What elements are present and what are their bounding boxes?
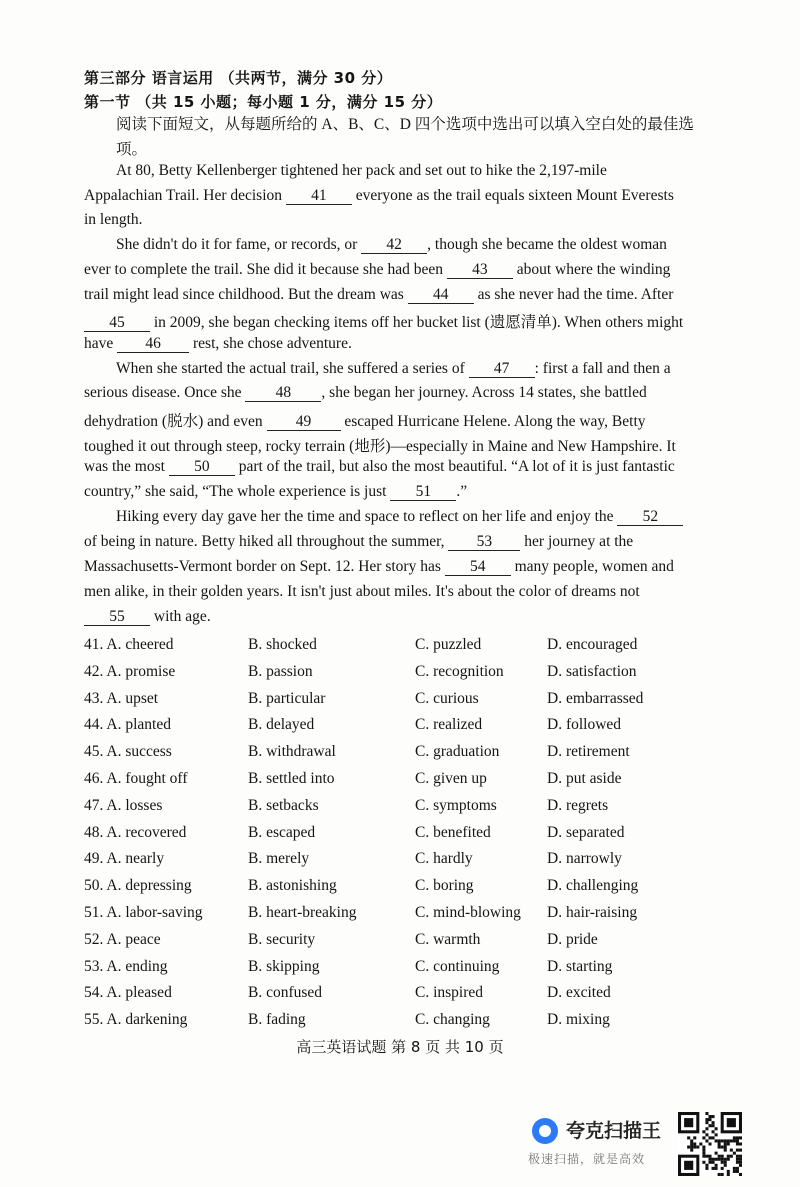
option-row bbox=[84, 824, 724, 851]
option-b[interactable]: B. security bbox=[248, 930, 316, 948]
option-row bbox=[84, 797, 724, 824]
option-b[interactable]: B. settled into bbox=[248, 769, 335, 787]
option-c[interactable]: C. symptoms bbox=[415, 796, 497, 814]
blank-44[interactable]: 44 bbox=[408, 287, 474, 304]
option-a[interactable]: 50. A. depressing bbox=[84, 877, 192, 895]
option-c[interactable]: C. mind-blowing bbox=[415, 903, 521, 921]
option-row bbox=[84, 958, 724, 985]
option-c[interactable]: C. curious bbox=[415, 689, 479, 707]
option-a[interactable]: 46. A. fought off bbox=[84, 769, 188, 787]
passage-line: She didn't do it for fame, or records, or 42 , though she became the oldest woman bbox=[116, 236, 667, 253]
option-c[interactable]: C. boring bbox=[415, 877, 474, 895]
option-b[interactable]: B. passion bbox=[248, 662, 313, 680]
option-c[interactable]: C. benefited bbox=[415, 823, 491, 841]
passage-line: 45 in 2009, she began checking items off her bucket list (遗愿清单). When others might bbox=[84, 310, 720, 332]
blank-46[interactable]: 46 bbox=[117, 336, 189, 353]
passage-line: toughed it out through steep, rocky terrain (地形)—especially in Maine and New Hampshire. It bbox=[84, 438, 676, 455]
option-d[interactable]: D. excited bbox=[547, 984, 611, 1002]
option-a[interactable]: 49. A. nearly bbox=[84, 850, 165, 868]
option-c[interactable]: C. changing bbox=[415, 1011, 490, 1029]
passage-line: ever to complete the trail. She did it because she had been 43 about where the winding bbox=[84, 261, 671, 278]
passage-line: Massachusetts-Vermont border on Sept. 12. Her story has 54 many people, women and bbox=[84, 558, 674, 575]
option-d[interactable]: D. mixing bbox=[547, 1011, 610, 1029]
option-b[interactable]: B. setbacks bbox=[248, 796, 319, 814]
option-a[interactable]: 43. A. upset bbox=[84, 689, 159, 707]
option-row bbox=[84, 877, 724, 904]
option-b[interactable]: B. escaped bbox=[248, 823, 316, 841]
option-b[interactable]: B. confused bbox=[248, 984, 323, 1002]
option-row bbox=[84, 636, 724, 663]
option-row bbox=[84, 743, 724, 770]
option-d[interactable]: D. regrets bbox=[547, 796, 609, 814]
option-row bbox=[84, 1011, 724, 1038]
passage-line: of being in nature. Betty hiked all throughout the summer, 53 her journey at the bbox=[84, 533, 634, 550]
option-c[interactable]: C. hardly bbox=[415, 850, 473, 868]
option-b[interactable]: B. astonishing bbox=[248, 877, 337, 895]
blank-41[interactable]: 41 bbox=[286, 188, 352, 205]
option-a[interactable]: 48. A. recovered bbox=[84, 823, 187, 841]
blank-45[interactable]: 45 bbox=[84, 315, 150, 332]
passage-line: in length. bbox=[84, 211, 143, 228]
option-b[interactable]: B. delayed bbox=[248, 716, 315, 734]
option-c[interactable]: C. given up bbox=[415, 769, 487, 787]
options-list bbox=[84, 636, 724, 1038]
option-c[interactable]: C. puzzled bbox=[415, 636, 482, 653]
option-a[interactable]: 45. A. success bbox=[84, 743, 172, 761]
option-d[interactable]: D. pride bbox=[547, 930, 598, 948]
option-d[interactable]: D. separated bbox=[547, 823, 625, 841]
passage-line: was the most 50 part of the trail, but also the most beautiful. “A lot of it is just fantastic bbox=[84, 458, 675, 475]
blank-49[interactable]: 49 bbox=[267, 414, 341, 431]
option-row bbox=[84, 984, 724, 1011]
option-row bbox=[84, 770, 724, 797]
option-a[interactable]: 54. A. pleased bbox=[84, 984, 172, 1002]
option-a[interactable]: 47. A. losses bbox=[84, 796, 163, 814]
option-d[interactable]: D. satisfaction bbox=[547, 662, 637, 680]
option-d[interactable]: D. retirement bbox=[547, 743, 630, 761]
option-d[interactable]: D. challenging bbox=[547, 877, 639, 895]
option-b[interactable]: B. skipping bbox=[248, 957, 320, 975]
option-d[interactable]: D. starting bbox=[547, 957, 613, 975]
passage-line: dehydration (脱水) and even 49 escaped Hurricane Helene. Along the way, Betty bbox=[84, 413, 646, 430]
option-row bbox=[84, 690, 724, 717]
option-row bbox=[84, 663, 724, 690]
scanner-name: 夸克扫描王 bbox=[566, 1120, 662, 1142]
passage-line: At 80, Betty Kellenberger tightened her pack and set out to hike the 2,197-mile bbox=[116, 162, 607, 179]
part-title: 第三部分 语言运用 （共两节，满分 30 分） bbox=[84, 69, 393, 87]
passage-line: 55 with age. bbox=[84, 608, 720, 626]
blank-50[interactable]: 50 bbox=[169, 459, 235, 476]
blank-52[interactable]: 52 bbox=[617, 509, 683, 526]
passage-line: When she started the actual trail, she suffered a series of 47 : first a fall and then a bbox=[116, 360, 671, 377]
option-a[interactable]: 44. A. planted bbox=[84, 716, 171, 734]
option-a[interactable]: 42. A. promise bbox=[84, 662, 176, 680]
option-d[interactable]: D. narrowly bbox=[547, 850, 622, 868]
option-c[interactable]: C. warmth bbox=[415, 930, 481, 948]
option-d[interactable]: D. put aside bbox=[547, 769, 622, 787]
option-d[interactable]: D. encouraged bbox=[547, 636, 638, 653]
blank-43[interactable]: 43 bbox=[447, 262, 513, 279]
scanner-slogan: 极速扫描，就是高效 bbox=[528, 1152, 646, 1166]
scanner-logo-icon bbox=[532, 1118, 558, 1144]
option-c[interactable]: C. continuing bbox=[415, 957, 500, 975]
blank-51[interactable]: 51 bbox=[390, 484, 456, 501]
option-c[interactable]: C. inspired bbox=[415, 984, 484, 1002]
option-a[interactable]: 51. A. labor-saving bbox=[84, 903, 203, 921]
option-row bbox=[84, 931, 724, 958]
blank-54[interactable]: 54 bbox=[445, 559, 511, 576]
option-b[interactable]: B. particular bbox=[248, 689, 326, 707]
option-b[interactable]: B. fading bbox=[248, 1011, 306, 1029]
section-title: 第一节 （共 15 小题；每小题 1 分，满分 15 分） bbox=[84, 93, 443, 111]
blank-53[interactable]: 53 bbox=[448, 534, 520, 551]
option-b[interactable]: B. heart-breaking bbox=[248, 903, 357, 921]
passage-line: country,” she said, “The whole experience is just 51 .” bbox=[84, 483, 468, 500]
passage-line: Appalachian Trail. Her decision 41 everyone as the trail equals sixteen Mount Everests bbox=[84, 187, 674, 204]
option-a[interactable]: 52. A. peace bbox=[84, 930, 161, 948]
option-d[interactable]: D. hair-raising bbox=[547, 903, 638, 921]
passage-line: men alike, in their golden years. It isn't just about miles. It's about the color of dreams not bbox=[84, 583, 640, 600]
option-d[interactable]: D. followed bbox=[547, 716, 622, 734]
passage-line: trail might lead since childhood. But the dream was 44 as she never had the time. After bbox=[84, 286, 674, 303]
instructions: 阅读下面短文，从每题所给的 A、B、C、D 四个选项中选出可以填入空白处的最佳选项。 bbox=[116, 116, 694, 158]
qr-code-icon bbox=[678, 1112, 742, 1176]
option-b[interactable]: B. withdrawal bbox=[248, 743, 336, 761]
option-row bbox=[84, 904, 724, 931]
option-c[interactable]: C. graduation bbox=[415, 743, 500, 761]
passage-line: have 46 rest, she chose adventure. bbox=[84, 335, 352, 352]
option-c[interactable]: C. realized bbox=[415, 716, 483, 734]
option-b[interactable]: B. shocked bbox=[248, 636, 317, 653]
blank-42[interactable]: 42 bbox=[361, 237, 427, 254]
option-c[interactable]: C. recognition bbox=[415, 662, 504, 680]
page-footer: 高三英语试题 第 8 页 共 10 页 bbox=[296, 1038, 504, 1056]
option-row bbox=[84, 850, 724, 877]
passage-line: serious disease. Once she 48 , she began her journey. Across 14 states, she battled bbox=[84, 384, 647, 401]
blank-47[interactable]: 47 bbox=[469, 361, 535, 378]
option-d[interactable]: D. embarrassed bbox=[547, 689, 644, 707]
option-a[interactable]: 53. A. ending bbox=[84, 957, 168, 975]
option-a[interactable]: 41. A. cheered bbox=[84, 636, 174, 653]
option-a[interactable]: 55. A. darkening bbox=[84, 1011, 188, 1029]
blank-48[interactable]: 48 bbox=[245, 385, 321, 402]
option-b[interactable]: B. merely bbox=[248, 850, 310, 868]
passage-line: Hiking every day gave her the time and space to reflect on her life and enjoy the 52 bbox=[84, 508, 752, 526]
blank-55[interactable]: 55 bbox=[84, 609, 150, 626]
option-row bbox=[84, 716, 724, 743]
